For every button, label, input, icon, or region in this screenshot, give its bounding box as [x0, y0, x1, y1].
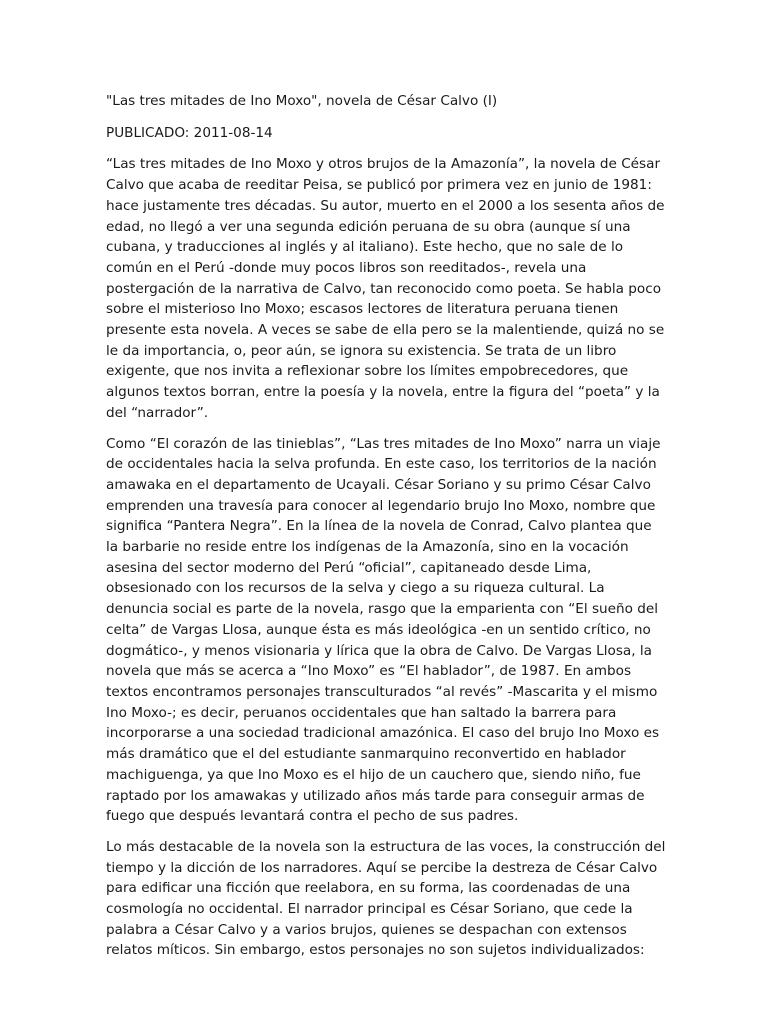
article-title: "Las tres mitades de Ino Moxo", novela de César Calvo (I): [106, 93, 498, 109]
paragraph-2: Como “El corazón de las tinieblas”, “Las tres mitades de Ino Moxo” narra un viaje de occidentales hacia la selva profunda. En este caso, los territorios de la nación amawaka en el departamento de Ucayali. César Soriano y su primo César Calvo emprenden una travesía para conocer al legendario brujo Ino Moxo, nombre que significa “Pantera Negra”. En la línea de la novela de Conrad, Calvo plantea que la barbarie no reside entre los indígenas de la Amazonía, sino en la vocación asesina del sector moderno del Perú “oficial”, capitaneado desde Lima, obsesionado con los recursos de la selva y ciego a su riqueza cultural. La denuncia social es parte de la novela, rasgo que la emparienta con “El sueño del celta” de Vargas Llosa, aunque ésta es más ideológica -en un sentido crítico, no dogmático-, y menos visionaria y lírica que la obra de Calvo. De Vargas Llosa, la novela que más se acerca a “Ino Moxo” es “El hablador”, de 1987. En ambos textos encontramos personajes transculturados “al revés” -Mascarita y el mismo Ino Moxo-; es decir, peruanos occidentales que han saltado la barrera para incorporarse a una sociedad tradicional amazónica. El caso del brujo Ino Moxo es más dramático que el del estudiante sanmarquino reconvertido en hablador machiguenga, ya que Ino Moxo es el hijo de un cauchero que, siendo niño, fue raptado por los amawakas y utilizado años más tarde para conseguir armas de fuego que después levantará contra el pecho de sus padres.: [106, 435, 661, 825]
paragraph-1: “Las tres mitades de Ino Moxo y otros brujos de la Amazonía”, la novela de César Calvo que acaba de reeditar Peisa, se publicó por primera vez en junio de 1981: hace justamente tres décadas. Su autor, muerto en el 2000 a los sesenta años de edad, no llegó a ver una segunda edición peruana de su obra (aunque sí una cubana, y traducciones al inglés y al italiano). Este hecho, que no sale de lo común en el Perú -donde muy pocos libros son reeditados-, revela una postergación de la narrativa de Calvo, tan reconocido como poeta. Se habla poco sobre el misterioso Ino Moxo; escasos lectores de literatura peruana tienen presente esta novela. A veces se sabe de ella pero se la malentiende, quizá no se le da importancia, o, peor aún, se ignora su existencia. Se trata de un libro exigente, que nos invita a reflexionar sobre los límites empobrecedores, que algunos textos borran, entre la poesía y la novela, entre la figura del “poeta” y la del “narrador”.: [106, 156, 665, 421]
document-page: [106, 91, 666, 971]
publication-date: PUBLICADO: 2011-08-14: [106, 124, 273, 141]
paragraph-3: Lo más destacable de la novela son la estructura de las voces, la construcción del tiempo y la dicción de los narradores. Aquí se percibe la destreza de César Calvo para edificar una ficción que reelabora, en su forma, las coordenadas de una cosmología no occidental. El narrador principal es César Soriano, que cede la palabra a César Calvo y a varios brujos, quienes se despachan con extensos relatos míticos. Sin embargo, estos personajes no son sujetos individualizados:: [106, 838, 666, 959]
